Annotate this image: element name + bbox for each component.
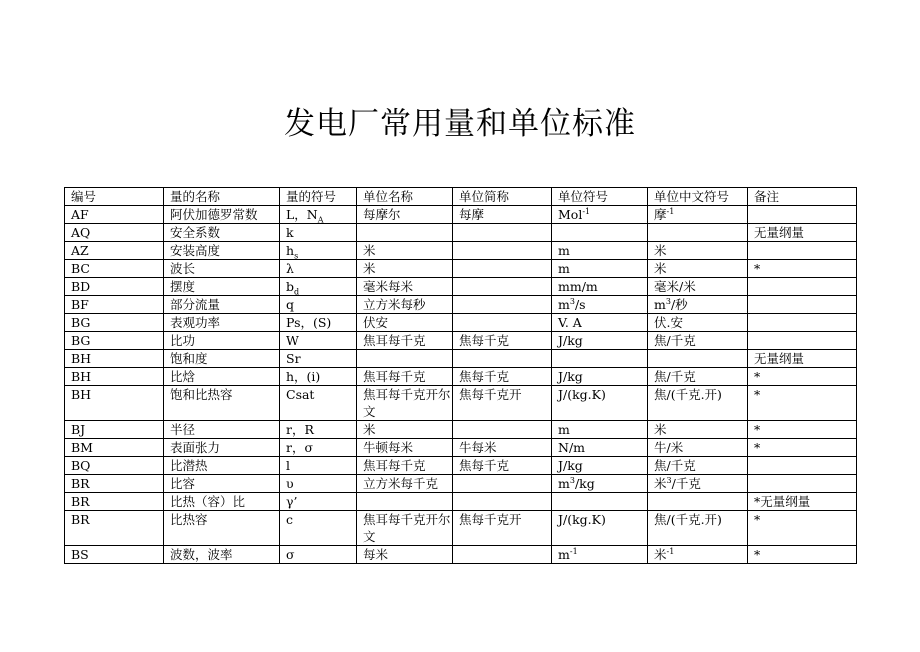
table-cell: $m^3/kg$ xyxy=(552,475,648,493)
table-row xyxy=(65,475,857,493)
table-cell: * xyxy=(748,260,857,278)
table-cell: 焦耳每千克开尔文 xyxy=(357,511,453,546)
table-cell xyxy=(453,242,552,260)
header-cell: 备注 xyxy=(748,188,857,206)
table-cell: 立方米每千克 xyxy=(357,475,453,493)
table-cell: 米$^{-1}$ xyxy=(648,546,748,564)
table-cell: 饱和比热容 xyxy=(164,386,280,421)
table-cell: BF xyxy=(65,296,164,314)
table-cell: V. A xyxy=(552,314,648,332)
header-cell: 编号 xyxy=(65,188,164,206)
table-cell xyxy=(453,260,552,278)
table-cell xyxy=(648,493,748,511)
table-cell: Ps，(S) xyxy=(280,314,357,332)
table-cell: 牛顿每米 xyxy=(357,439,453,457)
table-cell: 米 xyxy=(357,260,453,278)
table-row xyxy=(65,314,857,332)
units-table xyxy=(64,187,857,564)
table-cell: 毫米每米 xyxy=(357,278,453,296)
table-cell: 焦/千克 xyxy=(648,457,748,475)
table-row xyxy=(65,296,857,314)
table-cell: 米 xyxy=(648,421,748,439)
table-cell: 米 xyxy=(648,242,748,260)
table-cell: 每摩 xyxy=(453,206,552,224)
table-cell xyxy=(748,206,857,224)
table-cell: 比焓 xyxy=(164,368,280,386)
table-cell xyxy=(748,242,857,260)
table-cell: 比功 xyxy=(164,332,280,350)
table-cell: 表面张力 xyxy=(164,439,280,457)
table-row xyxy=(65,278,857,296)
table-cell: 阿伏加德罗常数 xyxy=(164,206,280,224)
units-table-body xyxy=(65,188,857,564)
table-cell: Sr xyxy=(280,350,357,368)
table-cell: J/kg xyxy=(552,368,648,386)
table-cell: * xyxy=(748,386,857,421)
table-cell: 波长 xyxy=(164,260,280,278)
table-cell: AZ xyxy=(65,242,164,260)
table-cell xyxy=(357,224,453,242)
table-cell: r，σ xyxy=(280,439,357,457)
table-cell: 焦每千克 xyxy=(453,332,552,350)
table-cell: 焦每千克 xyxy=(453,457,552,475)
table-cell: BQ xyxy=(65,457,164,475)
table-cell: 焦每千克开 xyxy=(453,511,552,546)
table-cell: υ xyxy=(280,475,357,493)
table-cell: J/(kg.K) xyxy=(552,386,648,421)
table-cell: BJ xyxy=(65,421,164,439)
table-cell: Mol$^{-1}$ xyxy=(552,206,648,224)
table-cell: BR xyxy=(65,493,164,511)
table-cell: 饱和度 xyxy=(164,350,280,368)
table-cell xyxy=(552,350,648,368)
table-cell: 立方米每秒 xyxy=(357,296,453,314)
table-cell: 每米 xyxy=(357,546,453,564)
table-cell: 米 xyxy=(648,260,748,278)
table-cell: 安全系数 xyxy=(164,224,280,242)
table-row xyxy=(65,546,857,564)
table-cell: l xyxy=(280,457,357,475)
table-cell: mm/m xyxy=(552,278,648,296)
table-row xyxy=(65,511,857,546)
header-cell: 量的名称 xyxy=(164,188,280,206)
table-cell: 部分流量 xyxy=(164,296,280,314)
table-cell xyxy=(453,421,552,439)
table-cell xyxy=(357,493,453,511)
table-row xyxy=(65,368,857,386)
table-cell: * xyxy=(748,439,857,457)
table-cell xyxy=(453,296,552,314)
table-cell: 波数，波率 xyxy=(164,546,280,564)
table-cell: c xyxy=(280,511,357,546)
table-cell xyxy=(552,224,648,242)
table-cell: 焦耳每千克 xyxy=(357,457,453,475)
table-cell: 焦耳每千克开尔文 xyxy=(357,386,453,421)
table-cell xyxy=(453,493,552,511)
table-cell: 安装高度 xyxy=(164,242,280,260)
table-cell: r，R xyxy=(280,421,357,439)
table-cell: BG xyxy=(65,332,164,350)
table-cell: BR xyxy=(65,475,164,493)
table-row xyxy=(65,386,857,421)
table-cell: k xyxy=(280,224,357,242)
table-cell: BS xyxy=(65,546,164,564)
table-cell: m xyxy=(552,260,648,278)
table-cell: BM xyxy=(65,439,164,457)
table-row xyxy=(65,439,857,457)
table-cell: σ xyxy=(280,546,357,564)
table-cell: 无量纲量 xyxy=(748,350,857,368)
table-cell: 焦每千克开 xyxy=(453,386,552,421)
table-cell: 比潜热 xyxy=(164,457,280,475)
table-cell xyxy=(748,296,857,314)
table-cell: m xyxy=(552,242,648,260)
table-cell: BH xyxy=(65,368,164,386)
table-cell: AQ xyxy=(65,224,164,242)
header-cell: 量的符号 xyxy=(280,188,357,206)
header-cell: 单位符号 xyxy=(552,188,648,206)
header-cell: 单位简称 xyxy=(453,188,552,206)
table-cell: L，$N_A$ xyxy=(280,206,357,224)
header-cell: 单位中文符号 xyxy=(648,188,748,206)
table-cell xyxy=(748,457,857,475)
table-cell: 摩$^{-1}$ xyxy=(648,206,748,224)
table-cell xyxy=(357,350,453,368)
table-cell: 焦/千克 xyxy=(648,332,748,350)
table-cell: 每摩尔 xyxy=(357,206,453,224)
table-cell xyxy=(453,350,552,368)
table-cell xyxy=(552,493,648,511)
table-cell: γ’ xyxy=(280,493,357,511)
table-cell: 牛/米 xyxy=(648,439,748,457)
table-row xyxy=(65,350,857,368)
table-cell: 焦/(千克.开) xyxy=(648,511,748,546)
table-cell: h，(i) xyxy=(280,368,357,386)
table-cell: BG xyxy=(65,314,164,332)
table-row xyxy=(65,206,857,224)
header-cell: 单位名称 xyxy=(357,188,453,206)
table-cell: m xyxy=(552,421,648,439)
table-row xyxy=(65,242,857,260)
table-cell: BR xyxy=(65,511,164,546)
table-cell: BD xyxy=(65,278,164,296)
table-cell: q xyxy=(280,296,357,314)
table-cell: 米 xyxy=(357,242,453,260)
table-cell: 牛每米 xyxy=(453,439,552,457)
table-cell: BH xyxy=(65,350,164,368)
table-cell: $m^3/s$ xyxy=(552,296,648,314)
table-cell: N/m xyxy=(552,439,648,457)
table-cell: Csat xyxy=(280,386,357,421)
table-cell: BC xyxy=(65,260,164,278)
table-cell xyxy=(748,314,857,332)
table-cell xyxy=(453,278,552,296)
table-cell: 比热（容）比 xyxy=(164,493,280,511)
table-cell: 伏安 xyxy=(357,314,453,332)
table-cell: 摆度 xyxy=(164,278,280,296)
table-row xyxy=(65,493,857,511)
table-cell: 半径 xyxy=(164,421,280,439)
table-header-row xyxy=(65,188,857,206)
table-row xyxy=(65,260,857,278)
table-cell: $m^3/$秒 xyxy=(648,296,748,314)
table-cell: J/kg xyxy=(552,332,648,350)
table-cell xyxy=(648,350,748,368)
table-cell xyxy=(453,475,552,493)
table-cell: 无量纲量 xyxy=(748,224,857,242)
table-cell: 比热容 xyxy=(164,511,280,546)
document-title: 发电厂常用量和单位标准 xyxy=(284,106,636,142)
table-cell: 比容 xyxy=(164,475,280,493)
table-row xyxy=(65,421,857,439)
table-cell: BH xyxy=(65,386,164,421)
table-cell: $b_d$ xyxy=(280,278,357,296)
table-cell: λ xyxy=(280,260,357,278)
table-cell: *无量纲量 xyxy=(748,493,857,511)
table-cell xyxy=(453,224,552,242)
table-cell: J/(kg.K) xyxy=(552,511,648,546)
table-cell: 伏.安 xyxy=(648,314,748,332)
table-cell: AF xyxy=(65,206,164,224)
table-cell: 米$^3$/千克 xyxy=(648,475,748,493)
table-cell xyxy=(748,278,857,296)
table-row xyxy=(65,457,857,475)
table-cell: * xyxy=(748,511,857,546)
table-row xyxy=(65,224,857,242)
table-cell xyxy=(453,314,552,332)
table-cell: 焦/千克 xyxy=(648,368,748,386)
table-cell xyxy=(453,546,552,564)
table-cell: 焦/(千克.开) xyxy=(648,386,748,421)
table-cell: * xyxy=(748,546,857,564)
table-cell: J/kg xyxy=(552,457,648,475)
table-cell: $m^{-1}$ xyxy=(552,546,648,564)
table-cell: 焦耳每千克 xyxy=(357,368,453,386)
table-cell: * xyxy=(748,368,857,386)
table-row xyxy=(65,332,857,350)
table-cell xyxy=(648,224,748,242)
table-cell xyxy=(748,475,857,493)
table-cell: 表观功率 xyxy=(164,314,280,332)
table-cell: W xyxy=(280,332,357,350)
table-cell: 焦每千克 xyxy=(453,368,552,386)
table-cell: * xyxy=(748,421,857,439)
table-cell: 焦耳每千克 xyxy=(357,332,453,350)
table-cell: 毫米/米 xyxy=(648,278,748,296)
table-cell xyxy=(748,332,857,350)
table-cell: $h_s$ xyxy=(280,242,357,260)
table-cell: 米 xyxy=(357,421,453,439)
